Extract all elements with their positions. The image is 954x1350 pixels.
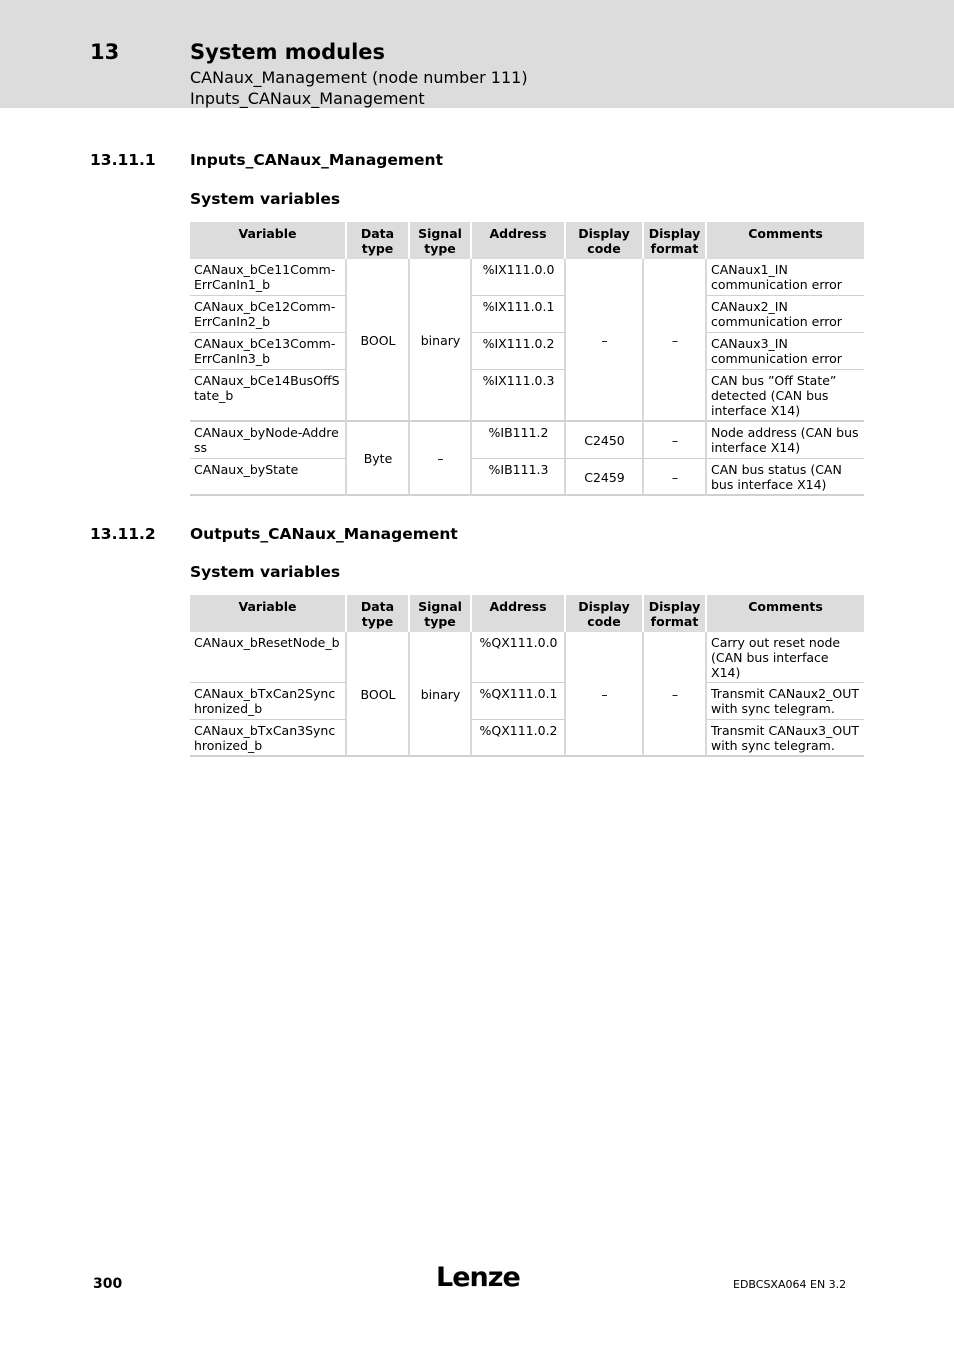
address-cell: %QX111.0.0 — [472, 632, 566, 683]
subheading: System variables — [190, 563, 341, 581]
table-header-row — [190, 222, 864, 259]
comment-cell: CANaux3_IN communication error — [707, 333, 864, 370]
signal-type-cell: binary — [410, 632, 472, 757]
table-row — [190, 720, 864, 757]
address-cell: %IB111.2 — [472, 422, 566, 459]
column-header: Signal type — [410, 595, 472, 632]
lenze-logo: Lenze — [436, 1262, 520, 1293]
variable-cell: CANaux_bCe13Comm-ErrCanIn3_b — [190, 333, 347, 370]
section-title: Outputs_CANaux_Management — [190, 525, 458, 543]
column-header: Variable — [190, 222, 347, 259]
comment-cell: Carry out reset node (CAN bus interface X14) — [707, 632, 864, 683]
column-header: Signal type — [410, 222, 472, 259]
comment-cell: CAN bus status (CAN bus interface X14) — [707, 459, 864, 496]
column-header: Variable — [190, 595, 347, 632]
signal-type-cell: binary — [410, 259, 472, 422]
header-band — [0, 0, 954, 108]
document-id: EDBCSXA064 EN 3.2 — [733, 1278, 847, 1291]
column-header: Data type — [347, 222, 410, 259]
table-row — [190, 632, 864, 683]
display-format-cell: – — [644, 459, 707, 496]
address-cell: %IX111.0.2 — [472, 333, 566, 370]
chapter-number: 13 — [90, 40, 120, 64]
variable-cell: CANaux_bCe14BusOffState_b — [190, 370, 347, 422]
display-code-cell: – — [566, 632, 644, 757]
comment-cell: CANaux2_IN communication error — [707, 296, 864, 333]
chapter-subtitle-1: CANaux_Management (node number 111) — [190, 68, 528, 87]
section-number: 13.11.2 — [90, 525, 156, 543]
comment-cell: CAN bus ”Off State” detected (CAN bus interface X14) — [707, 370, 864, 422]
column-header: Display code — [566, 595, 644, 632]
table-row — [190, 683, 864, 720]
column-header: Display code — [566, 222, 644, 259]
display-code-cell: C2450 — [566, 422, 644, 459]
address-cell: %QX111.0.1 — [472, 683, 566, 720]
table-header-row — [190, 595, 864, 632]
display-format-cell: – — [644, 259, 707, 422]
subheading: System variables — [190, 190, 341, 208]
table-row — [190, 459, 864, 496]
comment-cell: Node address (CAN bus interface X14) — [707, 422, 864, 459]
display-code-cell: C2459 — [566, 459, 644, 496]
column-header: Address — [472, 222, 566, 259]
comment-cell: Transmit CANaux2_OUT with sync telegram. — [707, 683, 864, 720]
column-header: Display format — [644, 222, 707, 259]
variable-cell: CANaux_byNode-Address — [190, 422, 347, 459]
variable-cell: CANaux_bResetNode_b — [190, 632, 347, 683]
column-header: Address — [472, 595, 566, 632]
variable-cell: CANaux_byState — [190, 459, 347, 496]
data-type-cell: BOOL — [347, 259, 410, 422]
display-format-cell: – — [644, 632, 707, 757]
outputs-variables-table — [190, 595, 864, 757]
address-cell: %IX111.0.1 — [472, 296, 566, 333]
comment-cell: Transmit CANaux3_OUT with sync telegram. — [707, 720, 864, 757]
inputs-variables-table — [190, 222, 864, 496]
table-row — [190, 333, 864, 370]
page-number: 300 — [93, 1276, 123, 1292]
table-row — [190, 422, 864, 459]
comment-cell: CANaux1_IN communication error — [707, 259, 864, 296]
section-title: Inputs_CANaux_Management — [190, 151, 443, 169]
chapter-subtitle-2: Inputs_CANaux_Management — [190, 89, 425, 108]
column-header: Comments — [707, 595, 864, 632]
chapter-title: System modules — [190, 40, 386, 64]
address-cell: %QX111.0.2 — [472, 720, 566, 757]
address-cell: %IX111.0.0 — [472, 259, 566, 296]
display-format-cell: – — [644, 422, 707, 459]
address-cell: %IX111.0.3 — [472, 370, 566, 422]
variable-cell: CANaux_bCe12Comm-ErrCanIn2_b — [190, 296, 347, 333]
variable-cell: CANaux_bTxCan2Synchronized_b — [190, 683, 347, 720]
variable-cell: CANaux_bCe11Comm-ErrCanIn1_b — [190, 259, 347, 296]
data-type-cell: BOOL — [347, 632, 410, 757]
column-header: Data type — [347, 595, 410, 632]
display-code-cell: – — [566, 259, 644, 422]
table-row — [190, 370, 864, 422]
variable-cell: CANaux_bTxCan3Synchronized_b — [190, 720, 347, 757]
column-header: Display format — [644, 595, 707, 632]
signal-type-cell: – — [410, 422, 472, 496]
table-row — [190, 296, 864, 333]
address-cell: %IB111.3 — [472, 459, 566, 496]
data-type-cell: Byte — [347, 422, 410, 496]
table-row — [190, 259, 864, 296]
section-number: 13.11.1 — [90, 151, 156, 169]
column-header: Comments — [707, 222, 864, 259]
